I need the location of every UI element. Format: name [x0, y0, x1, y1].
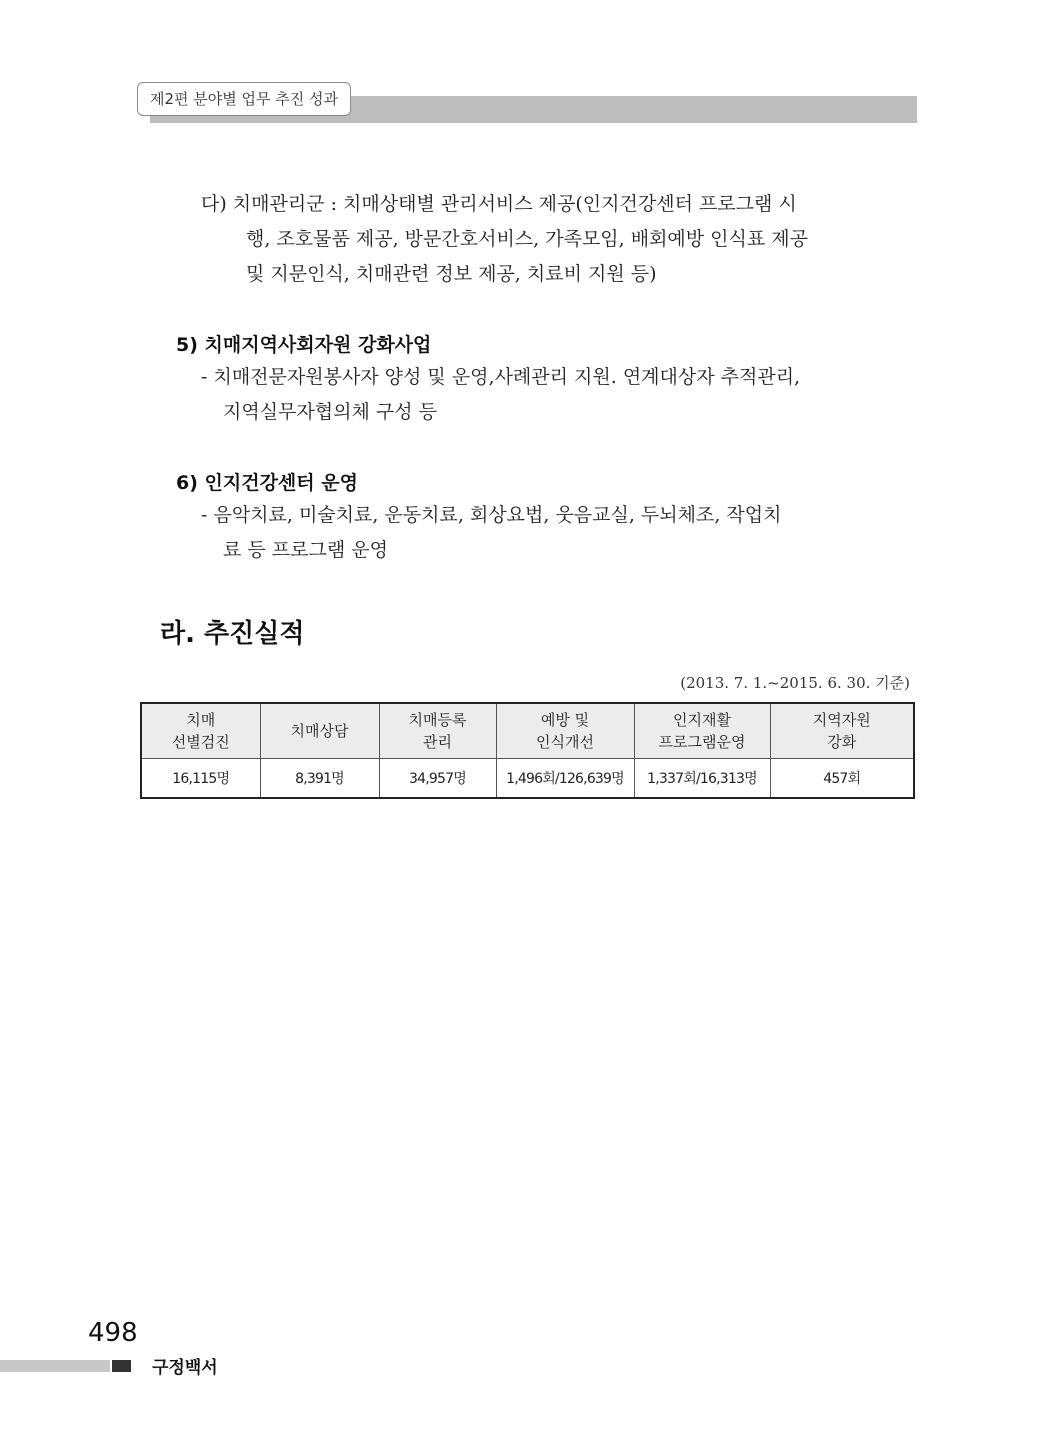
value-cell-counseling: 8,391명 [260, 759, 379, 799]
footer-bar [0, 1360, 110, 1372]
item-da-line-3: 및 지문인식, 치매관련 정보 제공, 치료비 지원 등) [246, 263, 657, 285]
item-5-line-1: - 치매전문자원봉사자 양성 및 운영,사례관리 지원. 연계대상자 추적관리, [201, 366, 801, 388]
header-cell-prevention: 예방 및 인식개선 [496, 703, 634, 759]
footer-square [112, 1360, 131, 1372]
item-da-line-1: 다) 치매관리군 : 치매상태별 관리서비스 제공(인지건강센터 프로그램 시 [201, 193, 797, 215]
book-title: 구정백서 [152, 1358, 218, 1378]
value-cell-rehab: 1,337회/16,313명 [634, 759, 770, 799]
value-cell-prevention: 1,496회/126,639명 [496, 759, 634, 799]
item-5-paragraph [201, 360, 800, 430]
section-title: 라. 추진실적 [160, 619, 305, 649]
header-cell-rehab: 인지재활 프로그램운영 [634, 703, 770, 759]
item-6-line-1: - 음악치료, 미술치료, 운동치료, 회상요법, 웃음교실, 두뇌체조, 작업치 [201, 504, 782, 526]
value-cell-resources: 457회 [770, 759, 914, 799]
basis-note: (2013. 7. 1.~2015. 6. 30. 기준) [680, 674, 910, 692]
item-da-paragraph [201, 187, 808, 292]
value-cell-screening: 16,115명 [141, 759, 260, 799]
item-6-line-2: 료 등 프로그램 운영 [223, 539, 388, 561]
header-cell-screening: 치매 선별검진 [141, 703, 260, 759]
header-cell-resources: 지역자원 강화 [770, 703, 914, 759]
header-cell-registration: 치매등록 관리 [379, 703, 496, 759]
item-6-paragraph [201, 498, 782, 568]
item-da-line-2: 행, 조호물품 제공, 방문간호서비스, 가족모임, 배회예방 인식표 제공 [246, 228, 808, 250]
item-5-heading: 5) 치매지역사회자원 강화사업 [176, 334, 432, 356]
chapter-tab: 제2편 분야별 업무 추진 성과 [137, 82, 351, 116]
table-row [141, 759, 914, 799]
item-6-heading: 6) 인지건강센터 운영 [176, 472, 358, 494]
header-cell-counseling: 치매상담 [260, 703, 379, 759]
item-5-line-2: 지역실무자협의체 구성 등 [223, 401, 437, 423]
results-table [140, 702, 915, 799]
table-header-row [141, 703, 914, 759]
page-number: 498 [88, 1318, 138, 1348]
value-cell-registration: 34,957명 [379, 759, 496, 799]
